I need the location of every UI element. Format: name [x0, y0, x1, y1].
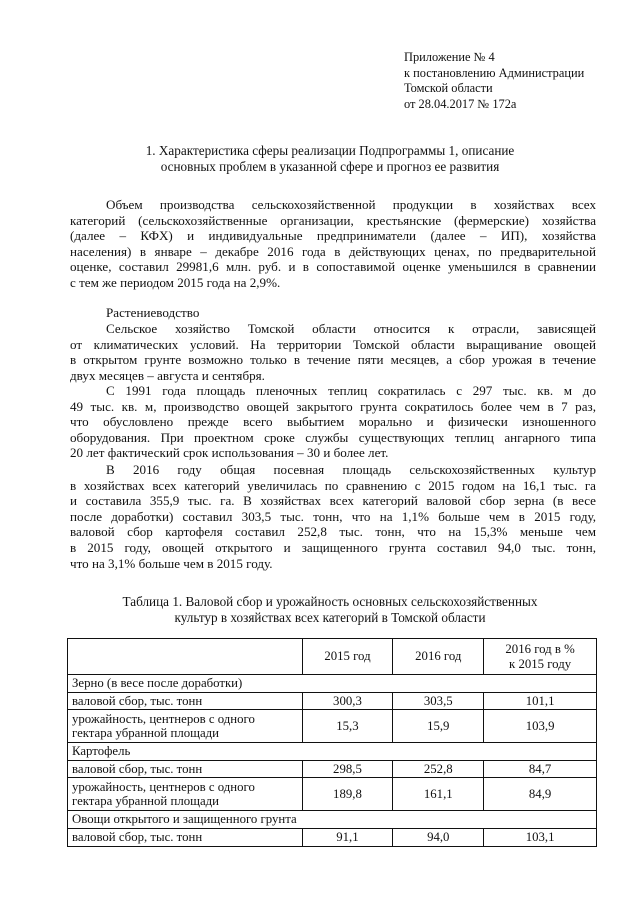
text-line: в хозяйствах всех категорий увеличилась по сравнению с 2015 годом на 16,1 тыс. га	[70, 477, 596, 493]
cell-2016: 252,8	[393, 760, 484, 778]
subsection-title: Растениеводство	[106, 305, 200, 320]
header-cell-empty	[68, 639, 303, 675]
heading-line: основных проблем в указанной сфере и прогноз ее развития	[160, 158, 500, 174]
paragraph-climate	[70, 321, 596, 383]
row-label	[68, 778, 303, 811]
cell-2015: 189,8	[302, 778, 393, 811]
text-line: что на 3,1% больше чем в 2015 году.	[70, 555, 273, 571]
row-label: валовой сбор, тыс. тонн	[68, 760, 303, 778]
group-row	[68, 811, 597, 829]
caption-line: культур в хозяйствах всех категорий в Томской области	[174, 609, 486, 625]
text-line: Объем производства сельскохозяйственной продукции в хозяйствах всех	[106, 197, 596, 212]
cell-2015: 91,1	[302, 828, 393, 846]
text-line: оборудования. При проектном сроке службы существующих теплиц ангарного типа	[70, 429, 596, 445]
paragraph-harvest	[70, 462, 596, 571]
appendix-line: от 28.04.2017 № 172а	[404, 96, 517, 111]
harvest-table	[67, 638, 597, 847]
table-row	[68, 760, 597, 778]
appendix-header	[404, 50, 624, 112]
cell-2015: 298,5	[302, 760, 393, 778]
table-row	[68, 692, 597, 710]
cell-percent: 101,1	[484, 692, 597, 710]
text-line: (далее – КФХ) и индивидуальные предприниматели (далее – ИП), хозяйства	[70, 228, 596, 244]
text-line: двух месяцев – августа и сентября.	[70, 367, 265, 383]
appendix-line: Томской области	[404, 81, 493, 95]
header-cell-2016: 2016 год	[393, 639, 484, 675]
text-line: В 2016 году общая посевная площадь сельскохозяйственных культур	[106, 462, 596, 477]
table-row	[68, 778, 597, 811]
cell-percent: 84,9	[484, 778, 597, 811]
text-line: и составила 355,9 тыс. га. В хозяйствах всех категорий валовой сбор зерна (в весе	[70, 493, 596, 509]
row-label-line: урожайность, центнеров с одного	[72, 711, 255, 726]
header-cell-2015: 2015 год	[302, 639, 393, 675]
row-label: валовой сбор, тыс. тонн	[68, 692, 303, 710]
header-cell-percent	[484, 639, 597, 675]
text-line: оценке, составил 29981,6 млн. руб. и в сопоставимой оценке уменьшился в сравнении	[70, 259, 596, 275]
group-row	[68, 743, 597, 761]
text-line: 49 тыс. кв. м, производство овощей закрытого грунта сократилось более чем в 7 раз,	[70, 398, 596, 414]
text-line: что обусловлено прежде всего выбытием морально и физически изношенного	[70, 414, 596, 430]
subsection-title-block	[70, 305, 596, 321]
group-title: Картофель	[68, 743, 597, 761]
heading-line: 1. Характеристика сферы реализации Подпрограммы 1, описание	[145, 143, 515, 158]
cell-2016: 15,9	[393, 710, 484, 743]
row-label-line: урожайность, центнеров с одного	[72, 779, 255, 794]
cell-percent: 103,9	[484, 710, 597, 743]
text-line: после доработки) составил 303,5 тыс. тонн, что на 1,1% больше чем в 2015 году,	[70, 508, 596, 524]
table-row	[68, 710, 597, 743]
cell-2016: 303,5	[393, 692, 484, 710]
row-label	[68, 710, 303, 743]
table-row	[68, 828, 597, 846]
cell-percent: 103,1	[484, 828, 597, 846]
table-header-row	[68, 639, 597, 675]
group-title: Овощи открытого и защищенного грунта	[68, 811, 597, 829]
text-line: от климатических условий. На территории Томской области выращивание овощей	[70, 336, 596, 352]
appendix-line: к постановлению Администрации	[404, 65, 585, 80]
group-title: Зерно (в весе после доработки)	[68, 675, 597, 693]
intro-paragraph	[70, 197, 596, 291]
header-percent-line: к 2015 году	[509, 656, 572, 671]
text-line: населения) в январе – декабре 2016 года в действующих ценах, по предварительной	[70, 243, 596, 259]
text-line: 20 лет фактический срок использования – 30 и более лет.	[70, 445, 389, 461]
cell-2015: 300,3	[302, 692, 393, 710]
caption-line: Таблица 1. Валовой сбор и урожайность основных сельскохозяйственных	[122, 594, 538, 609]
header-percent-line: 2016 год в %	[505, 641, 575, 656]
text-line: валовой сбор картофеля составил 252,8 тыс. тонн, что на 15,3% меньше чем	[70, 524, 596, 540]
cell-2015: 15,3	[302, 710, 393, 743]
row-label-line: гектара убранной площади	[72, 794, 220, 809]
text-line: категорий (сельскохозяйственные организации, крестьянские (фермерские) хозяйства	[70, 212, 596, 228]
row-label-line: гектара убранной площади	[72, 726, 220, 741]
text-line: в 2015 году, овощей открытого и защищенного грунта составил 94,0 тыс. тонн,	[70, 539, 596, 555]
cell-percent: 84,7	[484, 760, 597, 778]
text-line: с тем же периодом 2015 года на 2,9%.	[70, 274, 281, 290]
group-row	[68, 675, 597, 693]
text-line: в открытом грунте возможно только в течение пяти месяцев, а сбор урожая в течение	[70, 352, 596, 368]
row-label: валовой сбор, тыс. тонн	[68, 828, 303, 846]
text-line: Сельское хозяйство Томской области относится к отрасли, зависящей	[106, 321, 596, 336]
paragraph-greenhouses	[70, 383, 596, 461]
appendix-line: Приложение № 4	[404, 50, 495, 64]
text-line: С 1991 года площадь пленочных теплиц сократилась с 297 тыс. кв. м до	[106, 383, 596, 398]
cell-2016: 161,1	[393, 778, 484, 811]
section-heading	[60, 143, 600, 174]
cell-2016: 94,0	[393, 828, 484, 846]
table-caption	[60, 594, 600, 625]
